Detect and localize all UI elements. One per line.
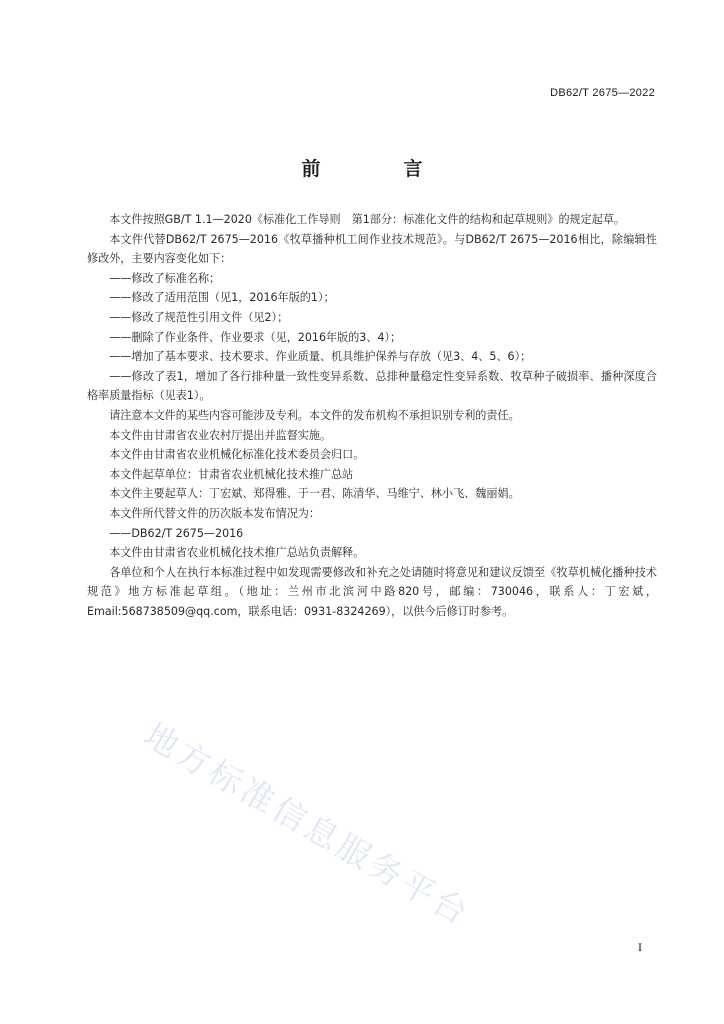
change-item: ——修改了规范性引用文件（见2）； (109, 310, 289, 324)
document-code: DB62/T 2675—2022 (550, 87, 655, 99)
watermark-text: 地方标准信息服务平台 (137, 715, 478, 934)
foreword-body (87, 210, 657, 621)
page-number: I (638, 940, 642, 954)
change-item: ——删除了作业条件、作业要求（见，2016年版的3、4）； (109, 330, 402, 344)
feedback-contact: 各单位和个人在执行本标准过程中如发现需要修改和补充之处请随时将意见和建议反馈至《牧草机械化播种技术规范》地方标准起草组。（地址：兰州市北滨河中路820号，邮编：730046，联系人：丁宏斌，Email:568738509@qq.com，联系电话：0931-8324269），以供今后修订时参考。 (87, 565, 657, 618)
change-item: ——修改了适用范围（见1，2016年版的1）； (109, 291, 335, 305)
change-item: ——修改了标准名称； (109, 271, 221, 285)
paragraph-drafting-rules: 本文件按照GB/T 1.1—2020《标准化工作导则 第1部分：标准化文件的结构和起草规则》的规定起草。 (109, 213, 626, 226)
committee-note: 本文件由甘肃省农业机械化标准化技术委员会归口。 (109, 448, 365, 462)
change-item: ——增加了基本要求、技术要求、作业质量、机具维护保养与存放（见3、4、5、6）； (109, 350, 532, 364)
drafters-list: 本文件主要起草人：丁宏斌、郑得雅、于一君、陈清华、马维宁、林小飞、魏丽娟。 (109, 487, 520, 501)
paragraph-replacement: 本文件代替DB62/T 2675—2016《牧草播种机工间作业技术规范》。与DB62/T 2675—2016相比，除编辑性修改外，主要内容变化如下： (87, 232, 657, 266)
patent-notice: 请注意本文件的某些内容可能涉及专利。本文件的发布机构不承担识别专利的责任。 (109, 408, 520, 422)
page-title: 前 言 (301, 158, 455, 180)
versions-intro: 本文件所代替文件的历次版本发布情况为： (109, 506, 320, 520)
change-item: ——修改了表1，增加了各行排种量一致性变异系数、总排种量稳定性变异系数、牧草种子破损率、播种深度合格率质量指标（见表1）。 (87, 369, 657, 403)
proposer-note: 本文件由甘肃省农业农村厅提出并监督实施。 (109, 428, 332, 442)
interpretation-note: 本文件由甘肃省农业机械化技术推广总站负责解释。 (109, 546, 365, 560)
previous-version: ——DB62/T 2675—2016 (109, 526, 244, 540)
drafting-unit: 本文件起草单位：甘肃省农业机械化技术推广总站 (109, 467, 354, 481)
